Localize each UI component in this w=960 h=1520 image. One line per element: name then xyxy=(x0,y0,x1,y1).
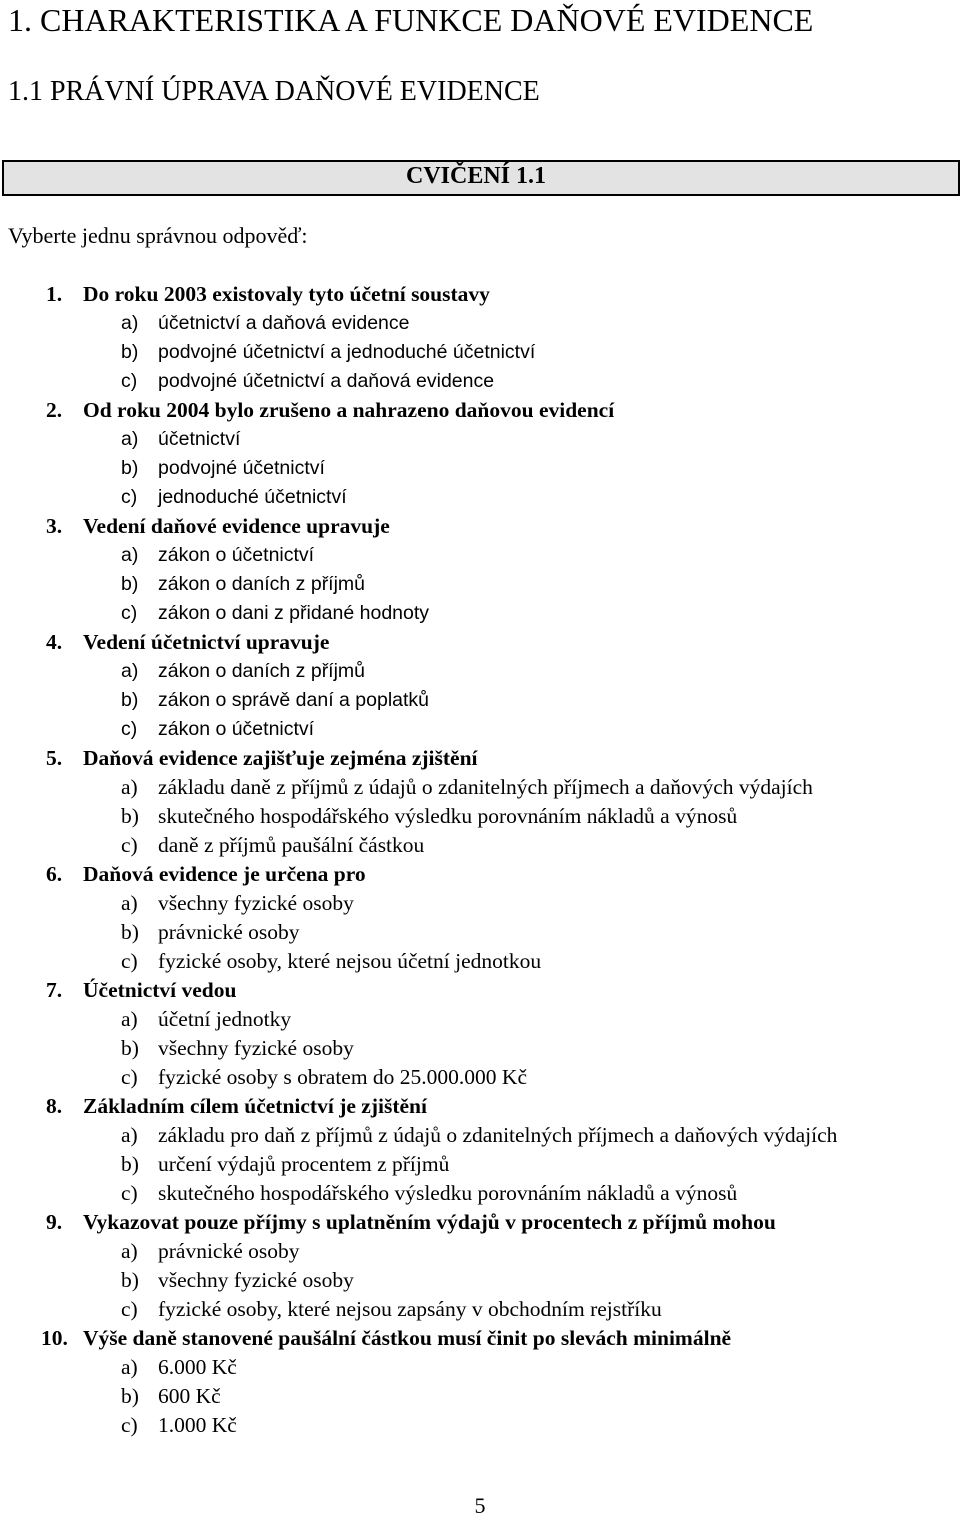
option-letter: a) xyxy=(121,660,139,682)
option-a xyxy=(0,1353,960,1382)
chapter-heading: 1. CHARAKTERISTIKA A FUNKCE DAŇOVÉ EVIDENCE xyxy=(8,2,814,38)
question-5 xyxy=(0,744,960,860)
option-text: účetní jednotky xyxy=(158,1007,292,1031)
option-letter: b) xyxy=(121,689,139,711)
option-letter: b) xyxy=(121,1036,139,1060)
option-letter: c) xyxy=(121,602,138,624)
option-letter: c) xyxy=(121,833,138,857)
option-text: zákon o účetnictví xyxy=(158,544,315,566)
instruction-text: Vyberte jednu správnou odpověď: xyxy=(8,223,308,248)
option-text: podvojné účetnictví xyxy=(158,457,325,479)
option-letter: c) xyxy=(121,1297,138,1321)
option-c xyxy=(0,1179,960,1208)
option-text: fyzické osoby s obratem do 25.000.000 Kč xyxy=(158,1065,528,1089)
option-b xyxy=(0,1382,960,1411)
option-text: skutečného hospodářského výsledku porovnáním nákladů a výnosů xyxy=(158,804,738,828)
question-text: Základním cílem účetnictví je zjištění xyxy=(83,1094,427,1118)
exercise-label: CVIČENÍ 1.1 xyxy=(406,163,547,189)
option-b xyxy=(0,802,960,831)
option-letter: a) xyxy=(121,1355,138,1379)
page-number: 5 xyxy=(474,1493,486,1518)
question-number: 8. xyxy=(46,1094,63,1118)
option-text: 6.000 Kč xyxy=(158,1355,237,1379)
option-letter: a) xyxy=(121,1007,138,1031)
question-10 xyxy=(0,1324,960,1440)
option-a xyxy=(0,889,960,918)
option-c xyxy=(0,1063,960,1092)
option-text: zákon o dani z přidané hodnoty xyxy=(158,602,430,624)
option-letter: c) xyxy=(121,1065,138,1089)
option-letter: b) xyxy=(121,573,139,595)
question-number: 9. xyxy=(46,1210,63,1234)
option-text: daně z příjmů paušální částkou xyxy=(158,833,425,857)
option-text: právnické osoby xyxy=(158,920,300,944)
option-text: základu daně z příjmů z údajů o zdanitelných příjmech a daňových výdajích xyxy=(158,775,813,799)
option-text: právnické osoby xyxy=(158,1239,300,1263)
question-2 xyxy=(0,396,960,512)
question-text: Vykazovat pouze příjmy s uplatněním výdajů v procentech z příjmů mohou xyxy=(83,1210,776,1234)
question-number: 1. xyxy=(46,282,63,306)
option-b xyxy=(0,454,960,483)
option-letter: a) xyxy=(121,428,139,450)
option-text: účetnictví xyxy=(158,428,241,450)
question-number: 7. xyxy=(46,978,63,1002)
option-b xyxy=(0,338,960,367)
option-a xyxy=(0,309,960,338)
question-4 xyxy=(0,628,960,744)
option-letter: a) xyxy=(121,312,139,334)
option-letter: c) xyxy=(121,370,138,392)
option-a xyxy=(0,425,960,454)
option-text: účetnictví a daňová evidence xyxy=(158,312,410,334)
option-text: jednoduché účetnictví xyxy=(158,486,347,508)
option-letter: b) xyxy=(121,920,139,944)
option-letter: b) xyxy=(121,1152,139,1176)
question-number: 3. xyxy=(46,514,63,538)
option-c xyxy=(0,483,960,512)
option-a xyxy=(0,1005,960,1034)
question-number: 6. xyxy=(46,862,63,886)
question-9 xyxy=(0,1208,960,1324)
option-c xyxy=(0,367,960,396)
option-a xyxy=(0,1237,960,1266)
question-8 xyxy=(0,1092,960,1208)
option-b xyxy=(0,918,960,947)
option-letter: c) xyxy=(121,949,138,973)
option-text: zákon o daních z příjmů xyxy=(158,573,366,595)
option-text: 1.000 Kč xyxy=(158,1413,237,1437)
option-text: 600 Kč xyxy=(158,1384,221,1408)
option-text: všechny fyzické osoby xyxy=(158,1268,354,1292)
option-text: podvojné účetnictví a jednoduché účetnictví xyxy=(158,341,536,363)
option-letter: c) xyxy=(121,1181,138,1205)
question-3 xyxy=(0,512,960,628)
option-letter: c) xyxy=(121,718,138,740)
question-text: Daňová evidence zajišťuje zejména zjištění xyxy=(83,746,478,770)
option-text: všechny fyzické osoby xyxy=(158,891,354,915)
question-number: 5. xyxy=(46,746,63,770)
option-text: všechny fyzické osoby xyxy=(158,1036,354,1060)
option-c xyxy=(0,715,960,744)
option-b xyxy=(0,1266,960,1295)
question-number: 10. xyxy=(41,1326,68,1350)
option-text: základu pro daň z příjmů z údajů o zdanitelných příjmech a daňových výdajích xyxy=(158,1123,838,1147)
option-c xyxy=(0,1411,960,1440)
option-a xyxy=(0,657,960,686)
option-b xyxy=(0,1150,960,1179)
option-letter: c) xyxy=(121,1413,138,1437)
option-letter: a) xyxy=(121,544,139,566)
option-a xyxy=(0,1121,960,1150)
question-7 xyxy=(0,976,960,1092)
question-text: Vedení účetnictví upravuje xyxy=(83,630,330,654)
option-text: skutečného hospodářského výsledku porovnáním nákladů a výnosů xyxy=(158,1181,738,1205)
option-text: fyzické osoby, které nejsou zapsány v obchodním rejstříku xyxy=(158,1297,662,1321)
question-number: 4. xyxy=(46,630,63,654)
option-c xyxy=(0,1295,960,1324)
option-c xyxy=(0,599,960,628)
option-letter: a) xyxy=(121,775,138,799)
option-letter: b) xyxy=(121,804,139,828)
option-b xyxy=(0,1034,960,1063)
option-letter: b) xyxy=(121,1384,139,1408)
section-heading: 1.1 PRÁVNÍ ÚPRAVA DAŇOVÉ EVIDENCE xyxy=(8,76,540,107)
question-number: 2. xyxy=(46,398,63,422)
question-list xyxy=(0,280,960,1440)
option-a xyxy=(0,541,960,570)
option-c xyxy=(0,831,960,860)
option-c xyxy=(0,947,960,976)
question-text: Daňová evidence je určena pro xyxy=(83,862,366,886)
option-letter: a) xyxy=(121,1123,138,1147)
option-letter: b) xyxy=(121,341,139,363)
option-text: zákon o účetnictví xyxy=(158,718,315,740)
question-text: Od roku 2004 bylo zrušeno a nahrazeno daňovou evidencí xyxy=(83,398,615,422)
question-text: Výše daně stanovené paušální částkou musí činit po slevách minimálně xyxy=(83,1326,732,1350)
option-letter: a) xyxy=(121,1239,138,1263)
question-1 xyxy=(0,280,960,396)
option-text: určení výdajů procentem z příjmů xyxy=(158,1152,450,1176)
option-letter: b) xyxy=(121,457,139,479)
option-letter: b) xyxy=(121,1268,139,1292)
question-6 xyxy=(0,860,960,976)
option-letter: a) xyxy=(121,891,138,915)
option-text: zákon o daních z příjmů xyxy=(158,660,366,682)
question-text: Vedení daňové evidence upravuje xyxy=(83,514,390,538)
option-a xyxy=(0,773,960,802)
option-b xyxy=(0,686,960,715)
option-text: podvojné účetnictví a daňová evidence xyxy=(158,370,495,392)
question-text: Do roku 2003 existovaly tyto účetní soustavy xyxy=(83,282,490,306)
option-text: zákon o správě daní a poplatků xyxy=(158,689,430,711)
option-text: fyzické osoby, které nejsou účetní jednotkou xyxy=(158,949,542,973)
option-letter: c) xyxy=(121,486,138,508)
option-b xyxy=(0,570,960,599)
question-text: Účetnictví vedou xyxy=(83,978,237,1002)
